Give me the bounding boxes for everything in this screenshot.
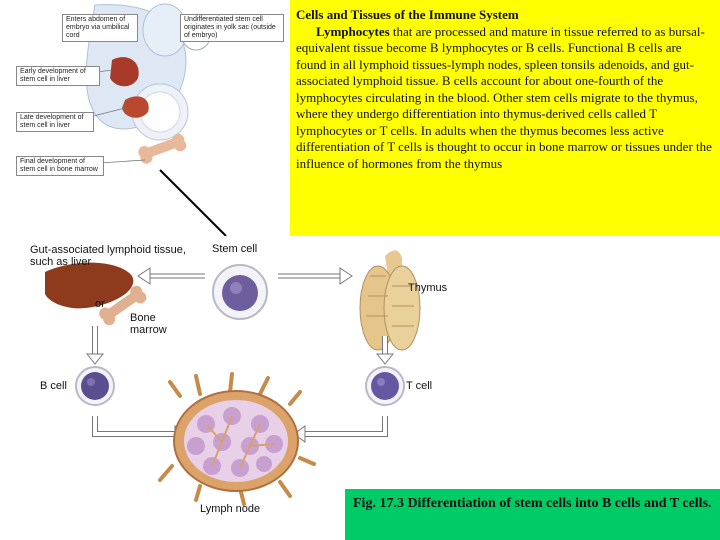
thymus-label: Thymus: [408, 282, 448, 294]
figure-caption-box: [345, 489, 720, 540]
undifferentiated-label: Undifferentiated stem cell originates in yolk sac (outside of embryo): [180, 14, 284, 42]
stem-cell-graphic: [213, 265, 267, 319]
panel-body-text: that are processed and mature in tissue referred to as bursal-equivalent tissue become B lymphocytes or B cells. Functional B cells are found in all lymphoid tissues-lymph nodes, spleen tonsils adenoids, and gut-associated lymphoid tissue. B cells account for about one-fourth of the lymphocytes circulating in the blood. Other stem cells migrate to the thymus, where they undergo differentiation into thymus-derived cells called T lymphocytes or T cells. In adults when the thymus becomes less active differentiation of T cells is thought to occur in bone marrow or tissues under the influence of hormones from the thymus: [296, 23, 712, 171]
bone-marrow-label: Bone marrow: [130, 312, 167, 336]
t-cell-graphic: [366, 367, 404, 405]
lymph-node-label: Lymph node: [200, 503, 261, 515]
t-cell-label: T cell: [406, 380, 433, 392]
early-development-label: Early development of stem cell in liver: [16, 66, 100, 86]
final-development-label: Final development of stem cell in bone marrow: [16, 156, 104, 176]
gut-associated-label: Gut-associated lymphoid tissue, such as liver: [30, 244, 186, 268]
panel-lead-term: Lymphocytes: [316, 23, 390, 39]
tcell-to-lymph-arrow: [294, 416, 385, 442]
stem-cell-label: Stem cell: [212, 243, 258, 255]
figure-caption: Fig. 17.3 Differentiation of stem cells into B cells and T cells.: [353, 496, 712, 511]
or-label: or: [95, 298, 105, 310]
late-development-label: Late development of stem cell in liver: [16, 112, 94, 132]
stem-to-thymus-arrow: [278, 268, 352, 284]
text-panel: [290, 0, 720, 236]
stem-to-liver-arrow: [138, 268, 205, 284]
b-cell-graphic: [76, 367, 114, 405]
enters-abdomen-label: Enters abdomen of embryo via umbilical cord: [62, 14, 138, 42]
b-cell-label: B cell: [40, 380, 67, 392]
panel-body: [296, 24, 712, 173]
embryo-inset: [0, 0, 290, 236]
thymus-graphic: [360, 250, 420, 350]
liver-to-bcell-arrow: [87, 326, 103, 364]
panel-title: Cells and Tissues of the Immune System: [296, 7, 519, 22]
lymph-node-graphic: [160, 374, 314, 504]
bcell-to-lymph-arrow: [95, 416, 186, 442]
